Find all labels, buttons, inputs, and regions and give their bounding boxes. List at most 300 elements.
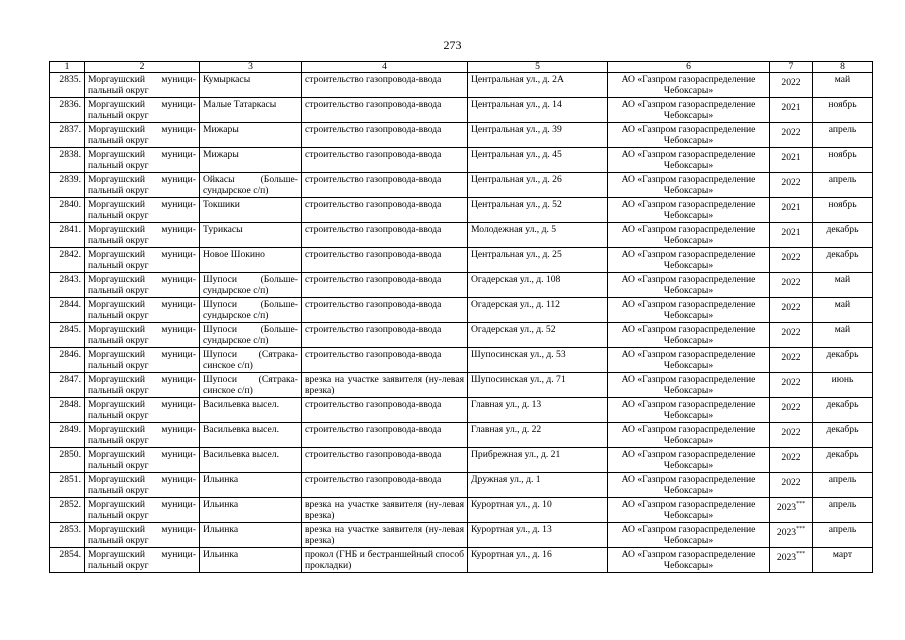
organization-cell [608, 248, 770, 273]
work-type-cell [302, 473, 468, 498]
row-number-cell-text: 2846. [59, 349, 81, 360]
organization-cell-text: АО «Газпром газораспределение Чебоксары» [621, 499, 756, 521]
district-cell-text: Моргаушский муници-пальный округ [88, 249, 196, 271]
work-type-cell [302, 423, 468, 448]
row-number-cell [50, 548, 85, 573]
locality-cell-text: Шупоси (Больше-сундырское с/п) [203, 299, 298, 321]
month-cell [813, 148, 873, 173]
table-row [50, 273, 873, 298]
month-cell-text: декабрь [826, 349, 859, 360]
district-cell [85, 223, 200, 248]
row-number-cell-text: 2852. [59, 499, 81, 510]
row-number-cell-text: 2850. [59, 449, 81, 460]
month-cell-text: май [834, 299, 851, 310]
row-number-cell [50, 273, 85, 298]
column-header: 1 [50, 62, 85, 73]
address-cell [468, 123, 608, 148]
work-type-cell [302, 523, 468, 548]
address-cell-text: Центральная ул., д. 45 [471, 149, 562, 160]
organization-cell-text: АО «Газпром газораспределение Чебоксары» [621, 349, 756, 371]
address-cell [468, 73, 608, 98]
year-cell-text: 2023 [776, 527, 797, 538]
year-footnote-mark: *** [796, 526, 806, 532]
address-cell-text: Огадерская ул., д. 108 [471, 274, 561, 285]
table-row [50, 498, 873, 523]
address-cell-text: Курортная ул., д. 16 [471, 549, 552, 560]
year-cell [770, 323, 813, 348]
work-type-cell-text: строительство газопровода-ввода [305, 174, 442, 185]
table-row [50, 398, 873, 423]
organization-cell [608, 223, 770, 248]
column-header: 6 [608, 62, 770, 73]
locality-cell-text: Кумыркасы [203, 74, 251, 85]
district-cell-text: Моргаушский муници-пальный округ [88, 499, 196, 521]
locality-cell [200, 73, 302, 98]
work-type-cell [302, 173, 468, 198]
year-cell-text: 2022 [781, 327, 801, 338]
address-cell [468, 423, 608, 448]
district-cell-text: Моргаушский муници-пальный округ [88, 299, 196, 321]
month-cell [813, 398, 873, 423]
address-cell-text: Курортная ул., д. 13 [471, 524, 552, 535]
year-cell [770, 448, 813, 473]
district-cell-text: Моргаушский муници-пальный округ [88, 374, 196, 396]
district-cell-text: Моргаушский муници-пальный округ [88, 274, 196, 296]
year-cell [770, 423, 813, 448]
work-type-cell [302, 273, 468, 298]
row-number-cell [50, 223, 85, 248]
row-number-cell [50, 173, 85, 198]
address-cell [468, 98, 608, 123]
row-number-cell-text: 2849. [59, 424, 81, 435]
work-type-cell-text: строительство газопровода-ввода [305, 199, 442, 210]
month-cell-text: апрель [828, 124, 857, 135]
address-cell-text: Центральная ул., д. 25 [471, 249, 562, 260]
address-cell-text: Центральная ул., д. 14 [471, 99, 562, 110]
district-cell-text: Моргаушский муници-пальный округ [88, 99, 196, 121]
locality-cell-text: Мижары [203, 149, 239, 160]
month-cell [813, 373, 873, 398]
address-cell [468, 273, 608, 298]
district-cell [85, 398, 200, 423]
row-number-cell [50, 523, 85, 548]
work-type-cell [302, 148, 468, 173]
address-cell-text: Огадерская ул., д. 112 [471, 299, 560, 310]
district-cell [85, 123, 200, 148]
table-row [50, 348, 873, 373]
district-cell [85, 173, 200, 198]
page-number: 273 [443, 38, 462, 52]
address-cell [468, 298, 608, 323]
month-cell-text: май [834, 274, 851, 285]
organization-cell-text: АО «Газпром газораспределение Чебоксары» [621, 524, 756, 546]
work-type-cell [302, 348, 468, 373]
row-number-cell-text: 2854. [59, 549, 81, 560]
row-number-cell [50, 198, 85, 223]
table-row [50, 523, 873, 548]
organization-cell-text: АО «Газпром газораспределение Чебоксары» [621, 149, 756, 171]
work-type-cell [302, 398, 468, 423]
address-cell-text: Курортная ул., д. 10 [471, 499, 552, 510]
year-cell [770, 73, 813, 98]
district-cell [85, 98, 200, 123]
year-cell [770, 148, 813, 173]
year-cell [770, 198, 813, 223]
year-cell [770, 273, 813, 298]
row-number-cell-text: 2839. [59, 174, 81, 185]
locality-cell-text: Ильинка [203, 549, 239, 560]
organization-cell [608, 98, 770, 123]
month-cell-text: июнь [831, 374, 854, 385]
year-cell [770, 473, 813, 498]
table-row [50, 323, 873, 348]
address-cell [468, 323, 608, 348]
work-type-cell-text: строительство газопровода-ввода [305, 424, 442, 435]
year-cell [770, 523, 813, 548]
locality-cell [200, 348, 302, 373]
locality-cell [200, 173, 302, 198]
locality-cell [200, 423, 302, 448]
organization-cell-text: АО «Газпром газораспределение Чебоксары» [621, 74, 756, 96]
district-cell [85, 73, 200, 98]
locality-cell-text: Ильинка [203, 524, 239, 535]
year-cell-text: 2022 [781, 127, 801, 138]
year-cell [770, 498, 813, 523]
district-cell-text: Моргаушский муници-пальный округ [88, 524, 196, 546]
month-cell [813, 123, 873, 148]
month-cell [813, 323, 873, 348]
year-cell-text: 2021 [781, 102, 801, 113]
column-header: 3 [200, 62, 302, 73]
row-number-cell [50, 298, 85, 323]
district-cell [85, 473, 200, 498]
month-cell-text: апрель [828, 499, 857, 510]
year-cell-text: 2022 [781, 427, 801, 438]
work-type-cell-text: врезка на участке заявителя (ну-левая врезка) [305, 499, 464, 521]
organization-cell-text: АО «Газпром газораспределение Чебоксары» [621, 99, 756, 121]
row-number-cell [50, 348, 85, 373]
district-cell [85, 448, 200, 473]
year-cell [770, 173, 813, 198]
row-number-cell [50, 323, 85, 348]
column-header: 5 [468, 62, 608, 73]
organization-cell [608, 523, 770, 548]
year-cell-text: 2022 [781, 252, 801, 263]
row-number-cell-text: 2851. [59, 474, 81, 485]
table-row [50, 248, 873, 273]
district-cell [85, 148, 200, 173]
row-number-cell-text: 2835. [59, 74, 81, 85]
work-type-cell [302, 448, 468, 473]
district-cell [85, 198, 200, 223]
organization-cell-text: АО «Газпром газораспределение Чебоксары» [621, 549, 756, 571]
table-row [50, 548, 873, 573]
locality-cell-text: Шупоси (Больше-сундырское с/п) [203, 274, 298, 296]
locality-cell [200, 498, 302, 523]
address-cell-text: Главная ул., д. 13 [471, 399, 542, 410]
row-number-cell-text: 2847. [59, 374, 81, 385]
district-cell [85, 248, 200, 273]
row-number-cell [50, 498, 85, 523]
organization-cell-text: АО «Газпром газораспределение Чебоксары» [621, 474, 756, 496]
column-header: 8 [813, 62, 873, 73]
district-cell [85, 273, 200, 298]
year-cell [770, 98, 813, 123]
organization-cell [608, 273, 770, 298]
address-cell [468, 148, 608, 173]
district-cell [85, 523, 200, 548]
district-cell [85, 423, 200, 448]
address-cell [468, 398, 608, 423]
work-type-cell-text: строительство газопровода-ввода [305, 474, 442, 485]
address-cell [468, 223, 608, 248]
year-cell-text: 2022 [781, 302, 801, 313]
district-cell-text: Моргаушский муници-пальный округ [88, 74, 196, 96]
month-cell-text: декабрь [826, 449, 859, 460]
year-cell-text: 2022 [781, 477, 801, 488]
work-type-cell [302, 73, 468, 98]
district-cell [85, 348, 200, 373]
district-cell-text: Моргаушский муници-пальный округ [88, 449, 196, 471]
address-cell [468, 198, 608, 223]
table-row [50, 298, 873, 323]
row-number-cell [50, 73, 85, 98]
organization-cell-text: АО «Газпром газораспределение Чебоксары» [621, 249, 756, 271]
month-cell [813, 498, 873, 523]
organization-cell-text: АО «Газпром газораспределение Чебоксары» [621, 124, 756, 146]
table-row [50, 98, 873, 123]
table-row [50, 173, 873, 198]
row-number-cell-text: 2843. [59, 274, 81, 285]
row-number-cell [50, 373, 85, 398]
work-type-cell-text: строительство газопровода-ввода [305, 274, 442, 285]
row-number-cell-text: 2838. [59, 149, 81, 160]
column-header: 7 [770, 62, 813, 73]
month-cell [813, 448, 873, 473]
table-row [50, 73, 873, 98]
row-number-cell [50, 398, 85, 423]
locality-cell [200, 123, 302, 148]
year-cell-text: 2022 [781, 177, 801, 188]
organization-cell-text: АО «Газпром газораспределение Чебоксары» [621, 274, 756, 296]
organization-cell [608, 323, 770, 348]
address-cell-text: Центральная ул., д. 26 [471, 174, 562, 185]
table-row [50, 423, 873, 448]
address-cell [468, 473, 608, 498]
locality-cell [200, 298, 302, 323]
month-cell [813, 548, 873, 573]
organization-cell-text: АО «Газпром газораспределение Чебоксары» [621, 299, 756, 321]
month-cell [813, 223, 873, 248]
locality-cell [200, 548, 302, 573]
year-cell-text: 2022 [781, 452, 801, 463]
work-type-cell-text: строительство газопровода-ввода [305, 99, 442, 110]
district-cell-text: Моргаушский муници-пальный округ [88, 149, 196, 171]
year-cell-text: 2021 [781, 227, 801, 238]
address-cell [468, 248, 608, 273]
locality-cell-text: Ойкасы (Больше-сундырское с/п) [203, 174, 298, 196]
organization-cell [608, 448, 770, 473]
work-type-cell-text: строительство газопровода-ввода [305, 399, 442, 410]
year-cell-text: 2023 [776, 502, 797, 513]
district-cell-text: Моргаушский муници-пальный округ [88, 399, 196, 421]
month-cell [813, 198, 873, 223]
district-cell [85, 498, 200, 523]
data-table [49, 61, 873, 573]
month-cell [813, 423, 873, 448]
month-cell [813, 298, 873, 323]
row-number-cell [50, 473, 85, 498]
locality-cell [200, 223, 302, 248]
month-cell-text: ноябрь [828, 199, 857, 210]
month-cell [813, 173, 873, 198]
month-cell [813, 248, 873, 273]
month-cell-text: декабрь [826, 399, 859, 410]
locality-cell [200, 523, 302, 548]
locality-cell-text: Малые Татаркасы [203, 99, 277, 110]
locality-cell-text: Мижары [203, 124, 239, 135]
year-cell [770, 123, 813, 148]
work-type-cell [302, 498, 468, 523]
work-type-cell [302, 548, 468, 573]
work-type-cell-text: строительство газопровода-ввода [305, 249, 442, 260]
year-cell-text: 2022 [781, 277, 801, 288]
locality-cell [200, 273, 302, 298]
organization-cell [608, 198, 770, 223]
year-footnote-mark: *** [796, 501, 806, 507]
district-cell-text: Моргаушский муници-пальный округ [88, 124, 196, 146]
work-type-cell [302, 323, 468, 348]
district-cell-text: Моргаушский муници-пальный округ [88, 224, 196, 246]
table-row [50, 373, 873, 398]
year-cell [770, 248, 813, 273]
organization-cell [608, 548, 770, 573]
organization-cell [608, 173, 770, 198]
month-cell-text: ноябрь [828, 149, 857, 160]
organization-cell [608, 498, 770, 523]
locality-cell-text: Ильинка [203, 474, 239, 485]
year-cell-text: 2022 [781, 377, 801, 388]
locality-cell-text: Шупоси (Больше-сундырское с/п) [203, 324, 298, 346]
address-cell-text: Шупосинская ул., д. 71 [471, 374, 566, 385]
month-cell-text: апрель [828, 174, 857, 185]
month-cell [813, 98, 873, 123]
row-number-cell-text: 2841. [59, 224, 81, 235]
column-header: 2 [85, 62, 200, 73]
month-cell-text: май [834, 74, 851, 85]
row-number-cell-text: 2853. [59, 524, 81, 535]
work-type-cell-text: врезка на участке заявителя (ну-левая врезка) [305, 524, 464, 546]
table-row [50, 198, 873, 223]
year-cell [770, 223, 813, 248]
row-number-cell [50, 423, 85, 448]
table-row [50, 473, 873, 498]
locality-cell [200, 398, 302, 423]
year-cell [770, 348, 813, 373]
address-cell [468, 523, 608, 548]
locality-cell [200, 98, 302, 123]
locality-cell [200, 373, 302, 398]
address-cell [468, 548, 608, 573]
district-cell [85, 373, 200, 398]
district-cell-text: Моргаушский муници-пальный округ [88, 199, 196, 221]
work-type-cell [302, 98, 468, 123]
organization-cell-text: АО «Газпром газораспределение Чебоксары» [621, 399, 756, 421]
row-number-cell-text: 2840. [59, 199, 81, 210]
row-number-cell [50, 448, 85, 473]
work-type-cell-text: строительство газопровода-ввода [305, 124, 442, 135]
row-number-cell-text: 2842. [59, 249, 81, 260]
address-cell-text: Дружная ул., д. 1 [471, 474, 541, 485]
work-type-cell [302, 373, 468, 398]
address-cell [468, 173, 608, 198]
locality-cell [200, 198, 302, 223]
locality-cell-text: Шупоси (Сятрака-синское с/п) [203, 374, 298, 396]
year-cell-text: 2023 [776, 552, 797, 563]
locality-cell-text: Васильевка высел. [203, 399, 279, 410]
locality-cell [200, 473, 302, 498]
organization-cell [608, 473, 770, 498]
year-footnote-mark: *** [796, 551, 806, 557]
district-cell-text: Моргаушский муници-пальный округ [88, 174, 196, 196]
year-cell [770, 298, 813, 323]
work-type-cell [302, 223, 468, 248]
work-type-cell-text: строительство газопровода-ввода [305, 149, 442, 160]
year-cell [770, 373, 813, 398]
table-row [50, 223, 873, 248]
month-cell [813, 348, 873, 373]
month-cell-text: декабрь [826, 224, 859, 235]
work-type-cell [302, 248, 468, 273]
district-cell-text: Моргаушский муници-пальный округ [88, 324, 196, 346]
address-cell-text: Центральная ул., д. 39 [471, 124, 562, 135]
organization-cell-text: АО «Газпром газораспределение Чебоксары» [621, 324, 756, 346]
locality-cell [200, 248, 302, 273]
work-type-cell-text: строительство газопровода-ввода [305, 74, 442, 85]
district-cell [85, 298, 200, 323]
table-row [50, 148, 873, 173]
address-cell [468, 498, 608, 523]
locality-cell-text: Васильевка высел. [203, 449, 279, 460]
month-cell [813, 523, 873, 548]
month-cell-text: декабрь [826, 249, 859, 260]
address-cell-text: Молодежная ул., д. 5 [471, 224, 557, 235]
locality-cell-text: Новое Шокино [203, 249, 265, 260]
organization-cell [608, 398, 770, 423]
month-cell-text: апрель [828, 474, 857, 485]
address-cell [468, 373, 608, 398]
locality-cell-text: Васильевка высел. [203, 424, 279, 435]
organization-cell-text: АО «Газпром газораспределение Чебоксары» [621, 224, 756, 246]
month-cell [813, 73, 873, 98]
header-row [50, 62, 873, 73]
year-cell-text: 2022 [781, 352, 801, 363]
locality-cell [200, 323, 302, 348]
organization-cell [608, 423, 770, 448]
row-number-cell-text: 2836. [59, 99, 81, 110]
row-number-cell [50, 123, 85, 148]
district-cell-text: Моргаушский муници-пальный округ [88, 474, 196, 496]
address-cell-text: Шупосинская ул., д. 53 [471, 349, 566, 360]
work-type-cell [302, 198, 468, 223]
address-cell-text: Центральная ул., д. 52 [471, 199, 562, 210]
locality-cell [200, 148, 302, 173]
organization-cell [608, 73, 770, 98]
month-cell-text: ноябрь [828, 99, 857, 110]
locality-cell-text: Токшики [203, 199, 240, 210]
locality-cell-text: Турикасы [203, 224, 243, 235]
row-number-cell [50, 98, 85, 123]
